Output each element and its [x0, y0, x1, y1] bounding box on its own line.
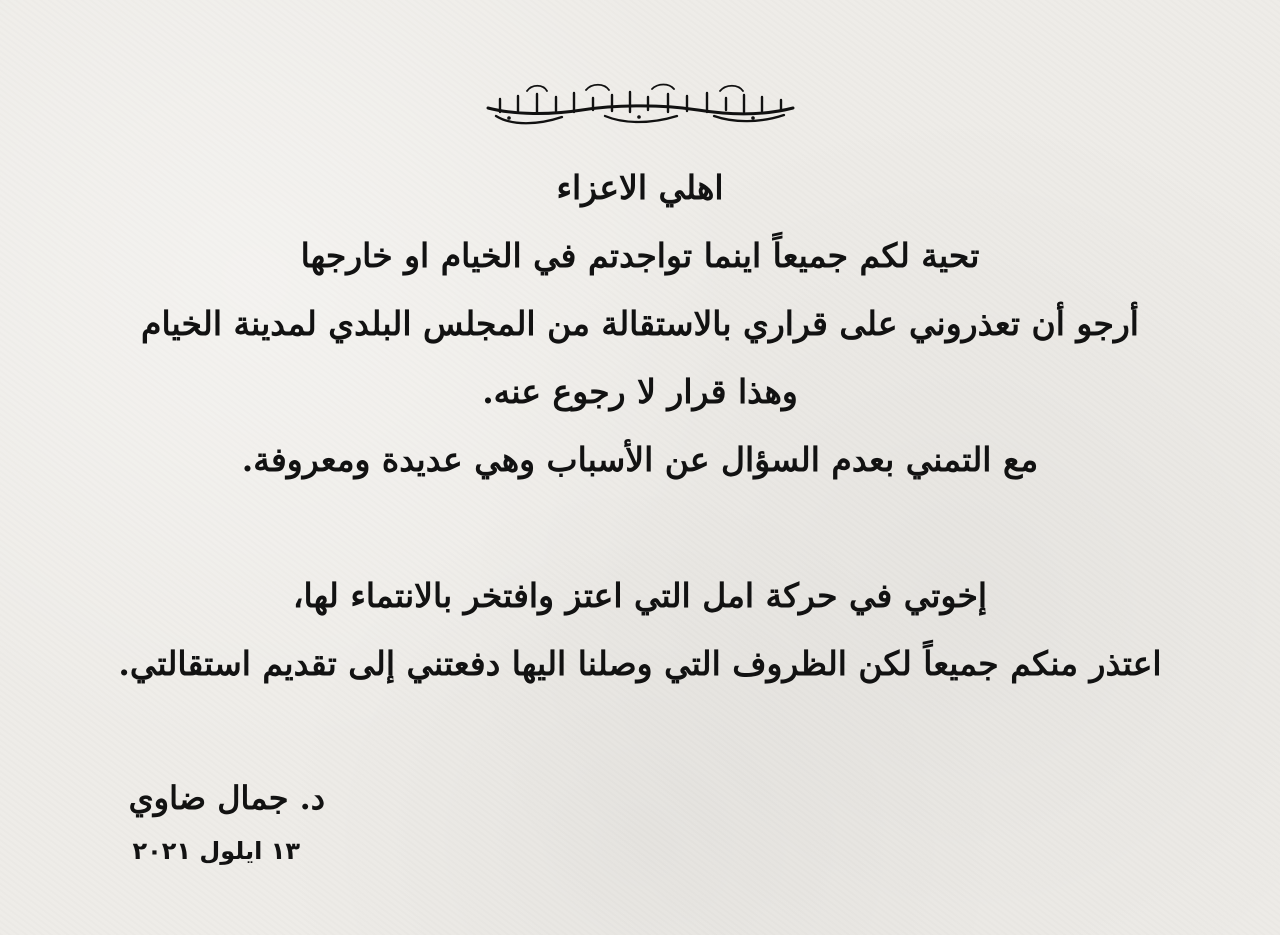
salutation-line: تحية لكم جميعاً اينما تواجدتم في الخيام او خارجها — [300, 236, 980, 275]
letter-date: ١٣ ايلول ٢٠٢١ — [132, 837, 300, 865]
reasons-line: مع التمني بعدم السؤال عن الأسباب وهي عديدة ومعروفة. — [241, 440, 1039, 479]
apology-line: اعتذر منكم جميعاً لكن الظروف التي وصلنا اليها دفعتني إلى تقديم استقالتي. — [118, 644, 1162, 683]
basmala-calligraphy — [0, 80, 1280, 130]
greeting-line: اهلي الاعزاء — [556, 168, 724, 207]
movement-address-line: إخوتي في حركة امل التي اعتز وافتخر بالانتماء لها، — [292, 576, 988, 615]
resignation-request-line: أرجو أن تعذروني على قراري بالاستقالة من المجلس البلدي لمدينة الخيام — [141, 304, 1139, 343]
signature-name: د. جمال ضاوي — [128, 779, 325, 817]
final-decision-line: وهذا قرار لا رجوع عنه. — [482, 372, 798, 411]
